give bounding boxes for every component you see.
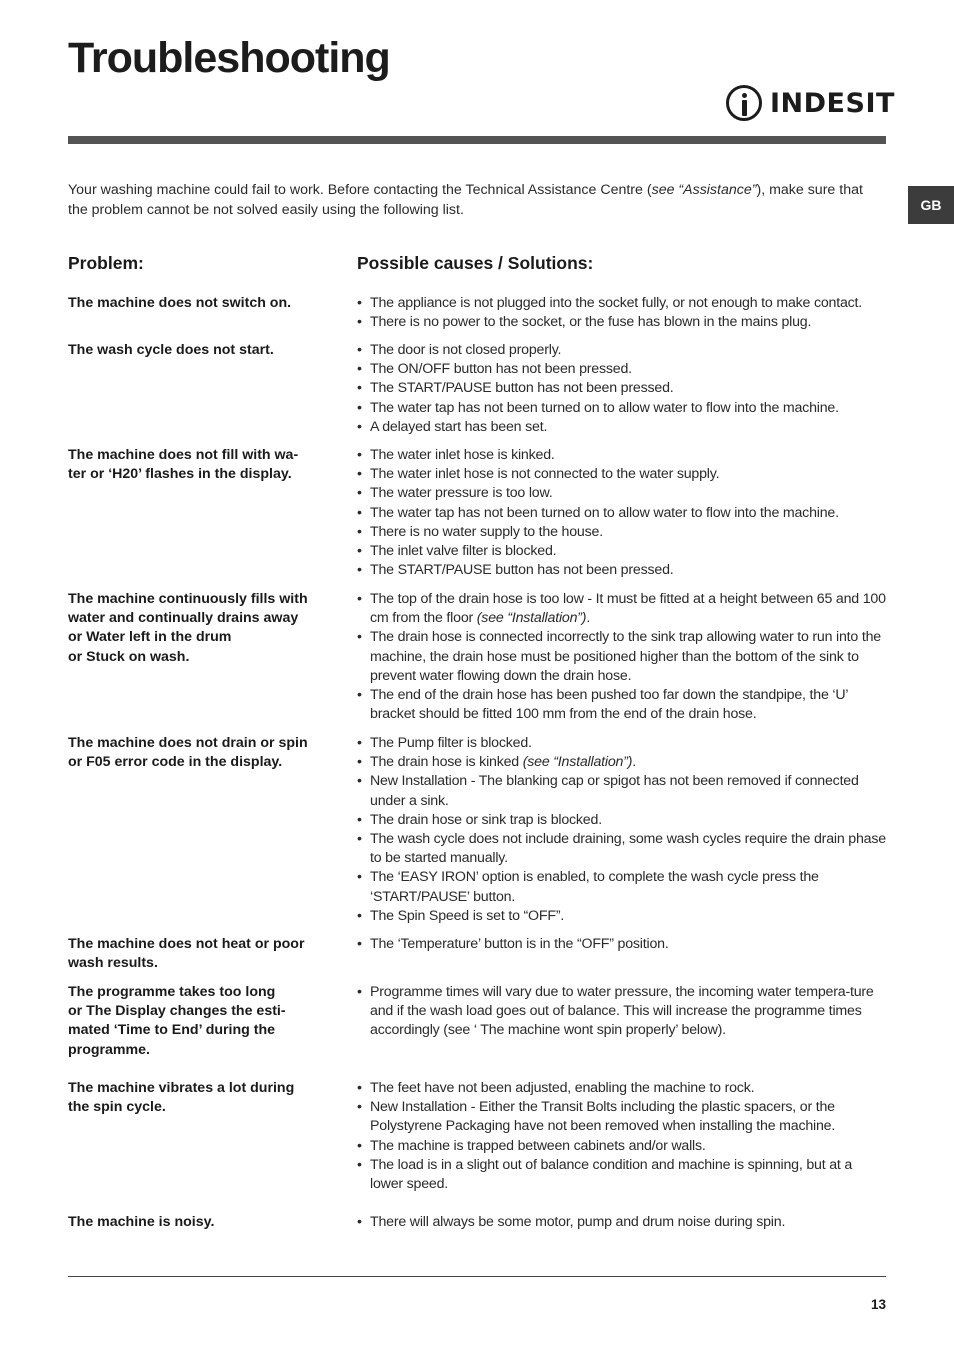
cause-item: • The top of the drain hose is too low - It must be fitted at a height between 65 and 100 cm from the floor (see “Installation”). [357, 590, 887, 628]
footer-divider [68, 1276, 886, 1277]
causes-list [357, 590, 887, 724]
cause-item: • The water tap has not been turned on to allow water to flow into the machine. [357, 399, 887, 418]
language-tab: GB [908, 186, 954, 224]
problem-label: The machine does not switch on. [68, 295, 292, 311]
causes-list [357, 983, 887, 1041]
cause-item: • The START/PAUSE button has not been pressed. [357, 379, 887, 398]
cause-item: • The drain hose or sink trap is blocked. [357, 811, 887, 830]
cause-item: • The water tap has not been turned on to allow water to flow into the machine. [357, 504, 887, 523]
problem-column-header: Problem: [68, 253, 144, 273]
problem-label: The wash cycle does not start. [68, 342, 274, 358]
cause-item: • There is no power to the socket, or the fuse has blown in the mains plug. [357, 313, 887, 332]
cause-item: • The appliance is not plugged into the socket fully, or not enough to make contact. [357, 294, 887, 313]
causes-list [357, 341, 887, 437]
brand-logo [726, 82, 895, 124]
cause-item: • The water inlet hose is kinked. [357, 446, 887, 465]
cause-item: • There is no water supply to the house. [357, 523, 887, 542]
cause-item: • The ON/OFF button has not been pressed. [357, 360, 887, 379]
problem-label: The machine continuously fills with water and continually drains away or Water left in the drum or Stuck on wash. [68, 591, 308, 665]
problem-label: The machine does not fill with wa- ter or ‘H20’ flashes in the display. [68, 447, 299, 483]
page-number: 13 [870, 1297, 886, 1312]
causes-list [357, 734, 887, 926]
problem-label: The machine does not drain or spin or F05 error code in the display. [68, 735, 308, 771]
causes-list [357, 446, 887, 580]
problem-label: The machine vibrates a lot during the spin cycle. [68, 1080, 295, 1116]
problem-label: The programme takes too long or The Display changes the esti- mated ‘Time to End’ during the programme. [68, 984, 286, 1058]
cause-item: • The drain hose is kinked (see “Installation”). [357, 753, 887, 772]
problem-label: The machine does not heat or poor wash results. [68, 936, 305, 972]
causes-list [357, 1213, 887, 1232]
cause-item: • The inlet valve filter is blocked. [357, 542, 887, 561]
cause-item: • The machine is trapped between cabinets and/or walls. [357, 1137, 887, 1156]
cause-item: • The drain hose is connected incorrectly to the sink trap allowing water to run into the machine, the drain hose must be positioned higher than the bottom of the sink to prevent water flowing down the drain hose. [357, 628, 887, 686]
cause-item: • The Spin Speed is set to “OFF”. [357, 907, 887, 926]
cause-item: • There will always be some motor, pump and drum noise during spin. [357, 1213, 887, 1232]
cause-item: • The load is in a slight out of balance condition and machine is spinning, but at a lower speed. [357, 1156, 887, 1194]
problem-label: The machine is noisy. [68, 1214, 215, 1230]
cause-item: • New Installation - Either the Transit Bolts including the plastic spacers, or the Polystyrene Packaging have not been removed when installing the machine. [357, 1098, 887, 1136]
cause-item: • The end of the drain hose has been pushed too far down the standpipe, the ‘U’ bracket should be fitted 100 mm from the end of the drain hose. [357, 686, 887, 724]
cause-item: • A delayed start has been set. [357, 418, 887, 437]
cause-item: • The ‘EASY IRON’ option is enabled, to complete the wash cycle press the ‘START/PAUSE’ button. [357, 868, 887, 906]
causes-column-header: Possible causes / Solutions: [357, 253, 594, 273]
cause-item: • The ‘Temperature’ button is in the “OFF” position. [357, 935, 887, 954]
header-divider [68, 136, 886, 144]
cause-item: • Programme times will vary due to water pressure, the incoming water tempera-ture and if the wash load goes out of balance. This will increase the programme times accordingly (see ‘ The machine wont spin properly’ below). [357, 983, 887, 1041]
causes-list [357, 935, 887, 954]
cause-item: • The water inlet hose is not connected to the water supply. [357, 465, 887, 484]
cause-item: • The feet have not been adjusted, enabling the machine to rock. [357, 1079, 887, 1098]
cause-item: • The door is not closed properly. [357, 341, 887, 360]
cause-item: • The Pump filter is blocked. [357, 734, 887, 753]
cause-item: • The START/PAUSE button has not been pressed. [357, 561, 887, 580]
cause-item: • The water pressure is too low. [357, 484, 887, 503]
indesit-i-icon [726, 85, 762, 121]
cause-item: • New Installation - The blanking cap or spigot has not been removed if connected under a sink. [357, 772, 887, 810]
cause-item: • The wash cycle does not include draining, some wash cycles require the drain phase to be started manually. [357, 830, 887, 868]
intro-paragraph: Your washing machine could fail to work. Before contacting the Technical Assistance Centre (see “Assistance”), make sure that the problem cannot be not solved easily using the following list. [68, 182, 863, 218]
causes-list [357, 294, 887, 332]
brand-wordmark: INDESIT [770, 87, 895, 119]
page-title: Troubleshooting [68, 34, 390, 82]
causes-list [357, 1079, 887, 1194]
